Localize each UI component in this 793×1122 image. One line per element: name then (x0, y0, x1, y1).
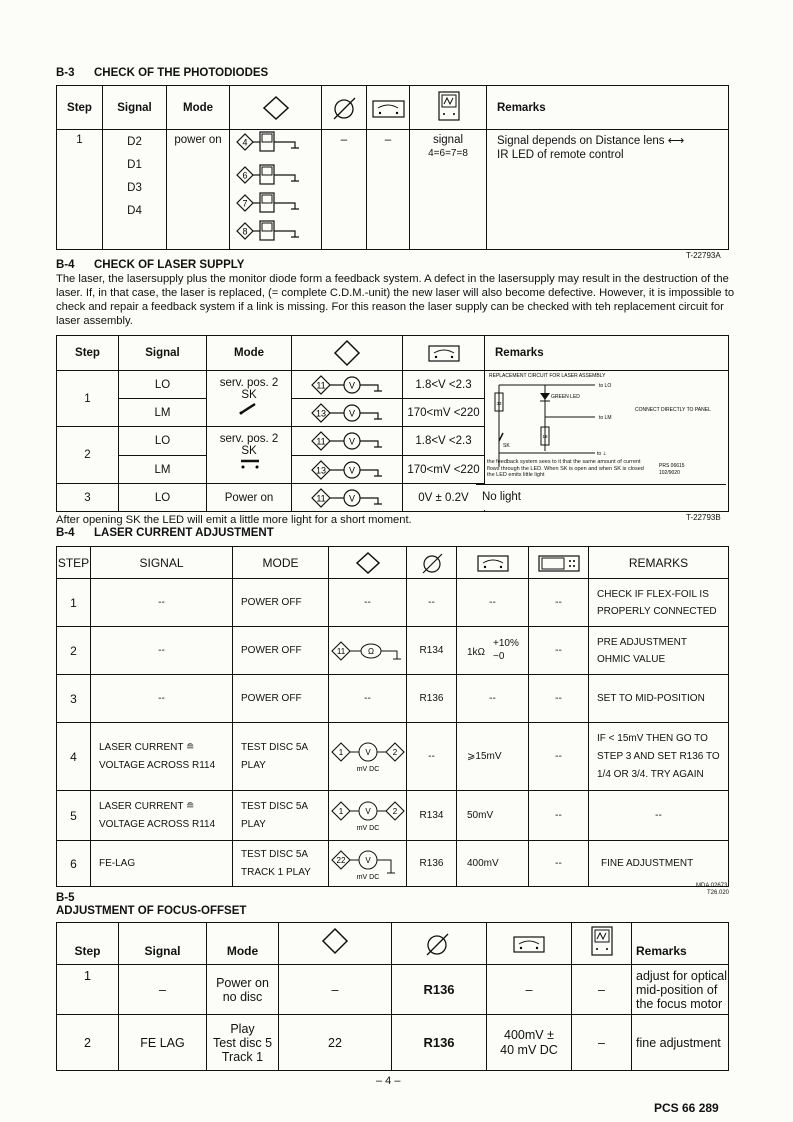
b4b-row5-meter-unit: mV DC (356, 824, 380, 832)
b4b-row5-signal-line: LASER CURRENT ≘ (99, 800, 195, 812)
b4b-row5-probe (329, 791, 407, 841)
b4b-row3-value: -- (457, 675, 529, 723)
b4-row1-probe-b (292, 399, 403, 427)
b4-row1-signal-a: LO (119, 371, 207, 399)
circuit-sk: SK (503, 443, 510, 449)
b4-row1-probe-label-b: 13 (315, 408, 327, 418)
b3-scope (410, 130, 487, 250)
multimeter-icon (457, 549, 529, 577)
circuit-r2: 18 (542, 434, 548, 439)
b3-remarks (487, 130, 729, 250)
voltmeter-probe-icon (292, 402, 403, 424)
b4b-row6-signal: FE-LAG (91, 841, 233, 887)
b4b-row4-mode-line: PLAY (241, 759, 266, 771)
b4-row3-remark: No light (476, 484, 726, 510)
b4-row2-mode (207, 427, 292, 484)
b4-row2-mode-a: serv. pos. 2 (219, 433, 279, 445)
b4b-row4-step: 4 (57, 723, 91, 791)
b4b-row4-trim: -- (407, 723, 457, 791)
b4b-row6-mode-line: TEST DISC 5A (241, 848, 309, 860)
b3-probe-label-6: 6 (242, 170, 248, 181)
b4-row2-signal-b: LM (119, 456, 207, 484)
b4b-row3-signal: -- (91, 675, 233, 723)
b4-ref: T-22793B (686, 513, 721, 522)
b4b-row5-trim: R134 (407, 791, 457, 841)
b3-header-probe (230, 86, 322, 130)
b5-row2-mode-line: Track 1 (221, 1049, 264, 1064)
b4b-row4-probe-unit: V (365, 747, 371, 757)
b4b-row5-value: 50mV (457, 791, 529, 841)
b5-row2-value-line: 400mV ± (504, 1027, 554, 1042)
oscilloscope-icon (529, 549, 589, 577)
voltmeter-probe-icon (292, 374, 403, 396)
b4-row3-signal: LO (119, 484, 207, 512)
b4-row2-probe-label-a: 11 (316, 436, 326, 447)
b4b-row4-mode (233, 723, 329, 791)
circuit-part1: PRS 06615 (659, 463, 685, 469)
b4-row1-probe-label-a: 11 (316, 380, 326, 390)
b4-row2-probe-a (292, 427, 403, 456)
b3-probe-cell (230, 130, 322, 250)
b5-row1-mode (207, 965, 279, 1015)
b4-row1-mode-b: SK (241, 389, 257, 401)
trimmer-icon (407, 549, 457, 577)
b4-row3-mode: Power on (207, 484, 292, 512)
b5-row1-scope: – (572, 965, 632, 1015)
b5-row2-step: 2 (57, 1015, 119, 1071)
b4b-row5-probe-right: 2 (392, 806, 398, 816)
diamond-probe-icon (329, 549, 407, 577)
b5-header-step: Step (57, 923, 119, 965)
b4b-ref1: MDA 02673 (696, 883, 728, 889)
b4b-row2-step: 2 (57, 627, 91, 675)
b4b-row6-probe-label: 22 (336, 855, 346, 865)
b4b-header-mode: MODE (233, 547, 329, 579)
b4b-row2-trim: R134 (407, 627, 457, 675)
b5-row2-value-line: 40 mV DC (500, 1042, 558, 1057)
b4b-row2-signal: -- (91, 627, 233, 675)
b5-header-signal: Signal (119, 923, 207, 965)
b4-row2-signal-a: LO (119, 427, 207, 456)
switch-open-icon (207, 457, 292, 471)
b4b-row4-mode-line: TEST DISC 5A (241, 741, 309, 753)
b4b-row1-meter: -- (329, 579, 407, 627)
ohmmeter-probe-icon (329, 638, 407, 664)
b4b-row5-mode (233, 791, 329, 841)
b4b-row1-remarks (589, 579, 729, 627)
b4b-row1-mode: POWER OFF (233, 579, 329, 627)
b5-header-trimmer (392, 923, 487, 965)
b5-row1-mode-line: no disc (222, 989, 263, 1004)
circuit-part2: 102/9020 (659, 470, 680, 476)
b5-row1-remarks (632, 965, 729, 1015)
b4b-row2-probe-label: 11 (336, 646, 346, 656)
circuit-note: the feedback system sees to it that the same amount of current flows through the LED. When SK is open and when SK is closed the LED emits little light (487, 459, 644, 478)
b4b-row5-remarks: -- (589, 791, 729, 841)
b4-step-2: 2 (57, 427, 119, 484)
multimeter-icon (403, 337, 485, 369)
b3-probe-connections (230, 130, 322, 248)
circuit-connect: CONNECT DIRECTLY TO PANEL (635, 407, 711, 413)
b4b-row2-value-plus: +10% (493, 637, 519, 649)
b4b-row3-mode: POWER OFF (233, 675, 329, 723)
b4b-row2-value (457, 627, 529, 675)
document-code: PCS 66 289 (654, 1101, 719, 1115)
b5-row1-mode-line: Power on (216, 975, 269, 990)
b4-row2-probe-label-b: 13 (315, 465, 327, 475)
b4b-row3-step: 3 (57, 675, 91, 723)
b4b-header-trimmer (407, 547, 457, 579)
b4b-row1-signal: -- (91, 579, 233, 627)
b4-row1-signal-b: LM (119, 399, 207, 427)
b4-header-step: Step (57, 336, 119, 371)
b5-row2-signal: FE LAG (119, 1015, 207, 1071)
b5-row1-step: 1 (57, 965, 119, 1015)
voltmeter-probe-icon (292, 430, 403, 452)
b4b-number: B-4 (56, 527, 75, 539)
b4b-row2-remark-line: OHMIC VALUE (597, 653, 666, 665)
b5-row2-scope: – (572, 1015, 632, 1071)
b4-header-remarks: Remarks (485, 336, 729, 371)
b4b-row1-trim: -- (407, 579, 457, 627)
b3-probe-row (237, 165, 299, 184)
b3-title: CHECK OF THE PHOTODIODES (94, 67, 269, 79)
b3-probe-row (237, 193, 299, 212)
svg-text:V: V (348, 436, 356, 447)
b5-row1-trim: R136 (392, 965, 487, 1015)
b5-row1-remark-line: the focus motor (636, 996, 723, 1011)
b4b-row5-mode-line: PLAY (241, 818, 266, 830)
voltmeter-probe-icon (329, 845, 407, 883)
b3-header-step: Step (57, 86, 103, 130)
trimmer-icon (322, 88, 367, 128)
switch-closed-icon (207, 401, 292, 415)
b5-header-probe (279, 923, 392, 965)
b4-row3-probe-label: 11 (316, 493, 326, 503)
b3-step: 1 (57, 130, 103, 250)
b4b-row1-remark-line: CHECK IF FLEX-FOIL IS (597, 588, 709, 600)
b3-remarks-line2: IR LED of remote control (497, 149, 624, 161)
svg-text:V: V (348, 465, 356, 475)
b4-row1-mode-a: serv. pos. 2 (219, 377, 279, 389)
b5-row2-mode (207, 1015, 279, 1071)
page-number: – 4 – (376, 1075, 401, 1087)
circuit-title: REPLACEMENT CIRCUIT FOR LASER ASSEMBLY (489, 373, 606, 379)
b3-mode: power on (167, 130, 230, 250)
oscilloscope-icon (572, 925, 632, 963)
b4-row2-probe-b (292, 456, 403, 484)
b5-title: ADJUSTMENT OF FOCUS-OFFSET (56, 905, 247, 917)
b4-row1-probe-a (292, 371, 403, 399)
circuit-to-lm: to LM (599, 415, 612, 421)
b4b-row3-remarks: SET TO MID-POSITION (589, 675, 729, 723)
b3-signal-d1: D1 (127, 159, 142, 171)
b5-row1-remark-line: mid-position of (636, 982, 718, 997)
voltmeter-probe-icon (292, 487, 403, 509)
b4b-row1-scope: -- (529, 579, 589, 627)
b3-meter1: – (322, 130, 367, 250)
b3-signals (103, 130, 167, 250)
b4b-row6-mode-line: TRACK 1 PLAY (241, 866, 311, 878)
b4b-row4-signal (91, 723, 233, 791)
b5-row2-probe: 22 (279, 1015, 392, 1071)
b4-footnote: After opening SK the LED will emit a little more light for a short moment. (56, 514, 412, 526)
b3-ref: T-22793A (686, 251, 721, 260)
b4b-row2-value-main: 1kΩ (467, 646, 486, 658)
b4b-row6-probe (329, 841, 407, 887)
b3-probe-label-7: 7 (242, 198, 248, 209)
b4b-row4-value: ⩾15mV (457, 723, 529, 791)
multimeter-icon (487, 925, 572, 963)
b3-signal-d2: D2 (127, 136, 142, 148)
differential-voltmeter-icon (329, 739, 407, 775)
b4-step-3: 3 (57, 484, 119, 512)
b5-row1-value: – (487, 965, 572, 1015)
b4b-header-probe (329, 547, 407, 579)
b4b-row4-meter-unit: mV DC (356, 765, 380, 773)
b4b-header-oscilloscope (529, 547, 589, 579)
b4-paragraph: The laser, the lasersupply plus the monitor diode form a feedback system. A defect in the lasersupply may result in the destruction of the laser. If, in that case, the laser is replaced, (= complete C.D.M.-unit) the new laser will also become defective. However, it is impossible to check and repair a feedback system if a link is missing. For this reason the laser supply can be checked with teh replacement circuit for laser assembly. (56, 273, 735, 327)
b4-row3-probe (292, 484, 403, 512)
b4b-row4-remark-line: STEP 3 AND SET R136 TO (597, 750, 720, 762)
differential-voltmeter-icon (329, 798, 407, 834)
b4b-row5-probe-unit: V (365, 806, 371, 816)
b4b-row4-remark-line: 1/4 OR 3/4. TRY AGAIN (597, 768, 704, 780)
diamond-probe-icon (292, 337, 403, 369)
circuit-to-ground: to ⊥ (597, 451, 607, 457)
b4b-row5-step: 5 (57, 791, 91, 841)
b4b-row5-signal (91, 791, 233, 841)
b4b-row2-scope: -- (529, 627, 589, 675)
b4b-header-signal: SIGNAL (91, 547, 233, 579)
diamond-probe-icon (230, 88, 322, 128)
svg-text:V: V (348, 408, 356, 418)
svg-text:V: V (348, 380, 356, 390)
b4b-row5-mode-line: TEST DISC 5A (241, 800, 309, 812)
b4b-row1-step: 1 (57, 579, 91, 627)
b3-header-trimmer (322, 86, 367, 130)
b3-heading (56, 67, 268, 79)
b3-remarks-line1: Signal depends on Distance lens ⟷ (497, 135, 685, 147)
b4-row2-value-b: 170<mV <220 (403, 456, 485, 484)
b5-row1-probe: – (279, 965, 392, 1015)
b3-probe-row (237, 132, 299, 151)
b3-meter2: – (367, 130, 410, 250)
b4-header-probe (292, 336, 403, 371)
voltmeter-probe-icon (292, 459, 403, 481)
b5-row2-value (487, 1015, 572, 1071)
b5-row2-remarks: fine adjustment (632, 1015, 729, 1071)
b4b-row5-scope: -- (529, 791, 589, 841)
b5-row2-trim: R136 (392, 1015, 487, 1071)
b3-table (56, 85, 729, 250)
b4-header-mode: Mode (207, 336, 292, 371)
b5-header-mode: Mode (207, 923, 279, 965)
svg-text:V: V (348, 493, 356, 503)
b4-row1-value-b: 170<mV <220 (403, 399, 485, 427)
b3-signal-d3: D3 (127, 182, 142, 194)
multimeter-icon (367, 88, 410, 128)
b4b-row4-remarks (589, 723, 729, 791)
b4b-row6-scope: -- (529, 841, 589, 887)
b4b-title: LASER CURRENT ADJUSTMENT (94, 527, 274, 539)
b4b-row6-value: 400mV (457, 841, 529, 887)
b5-row2-mode-line: Test disc 5 (212, 1035, 273, 1050)
b4b-row6-meter-unit: mV DC (356, 873, 380, 881)
b4b-row2-remarks (589, 627, 729, 675)
b4-row3-value: 0V ± 0.2V (403, 484, 485, 512)
b4b-row6-remarks: FINE ADJUSTMENT (589, 841, 729, 887)
b3-header-signal: Signal (103, 86, 167, 130)
b4-header-signal: Signal (119, 336, 207, 371)
b4-title: CHECK OF LASER SUPPLY (94, 259, 245, 271)
b3-header-remarks: Remarks (487, 86, 729, 130)
b3-number: B-3 (56, 67, 75, 79)
b3-scope-text2: 4=6=7=8 (428, 148, 468, 159)
b4b-row2-remark-line: PRE ADJUSTMENT (597, 636, 688, 648)
b5-header-oscilloscope (572, 923, 632, 965)
b3-header-multimeter (367, 86, 410, 130)
b4b-row4-signal-line: VOLTAGE ACROSS R114 (99, 759, 216, 771)
b4b-row4-signal-line: LASER CURRENT ≘ (99, 741, 195, 753)
b4b-ref2: T26.020 (707, 890, 730, 896)
b4-number: B-4 (56, 259, 75, 271)
b4b-row2-probe-unit: Ω (368, 646, 374, 656)
b4b-row3-meter: -- (329, 675, 407, 723)
b4b-row4-remark-line: IF < 15mV THEN GO TO (597, 732, 708, 744)
b4-step-1: 1 (57, 371, 119, 427)
b4b-row5-signal-line: VOLTAGE ACROSS R114 (99, 818, 216, 830)
b4b-row4-probe-right: 2 (392, 747, 398, 757)
b4b-row6-mode (233, 841, 329, 887)
b4b-row6-probe-unit: V (365, 855, 371, 865)
b3-scope-text1: signal (432, 134, 464, 146)
b4b-row4-probe (329, 723, 407, 791)
circuit-green-led: GREEN LED (551, 394, 580, 400)
b4-row1-mode (207, 371, 292, 427)
b5-table (56, 922, 729, 1071)
b5-header-remarks: Remarks (632, 923, 729, 965)
b4-header-multimeter (403, 336, 485, 371)
b4b-row2-value-minus: −0 (493, 650, 505, 662)
b5-header-multimeter (487, 923, 572, 965)
b4b-heading (56, 527, 274, 539)
b4-row2-mode-b: SK (241, 445, 257, 457)
b4b-row4-probe-left: 1 (338, 747, 344, 757)
b4-row2-value-a: 1.8<V <2.3 (403, 427, 485, 456)
b3-probe-label-8: 8 (242, 226, 248, 237)
b4b-row1-remark-line: PROPERLY CONNECTED (597, 605, 717, 617)
b4b-table (56, 546, 729, 887)
b4-heading (56, 259, 244, 271)
b4b-row3-scope: -- (529, 675, 589, 723)
circuit-to-lo: to LO (599, 383, 612, 389)
b3-header-oscilloscope (410, 86, 487, 130)
b4b-row1-value: -- (457, 579, 529, 627)
b4b-row2-probe (329, 627, 407, 675)
b4b-header-remarks: REMARKS (589, 547, 729, 579)
b4b-row5-probe-left: 1 (338, 806, 344, 816)
b4b-header-multimeter (457, 547, 529, 579)
b4b-header-step: STEP (57, 547, 91, 579)
b5-row1-signal: – (119, 965, 207, 1015)
b3-probe-label-4: 4 (242, 137, 248, 148)
oscilloscope-icon (410, 88, 487, 128)
b4b-row6-step: 6 (57, 841, 91, 887)
diamond-probe-icon (279, 925, 392, 963)
b3-signal-d4: D4 (127, 205, 142, 217)
b4b-row4-scope: -- (529, 723, 589, 791)
b4b-row3-trim: R136 (407, 675, 457, 723)
b3-probe-row (237, 221, 299, 240)
b4-row1-value-a: 1.8<V <2.3 (403, 371, 485, 399)
b3-header-mode: Mode (167, 86, 230, 130)
b4b-row6-trim: R136 (407, 841, 457, 887)
b5-row2-mode-line: Play (230, 1021, 255, 1036)
b4b-row2-mode: POWER OFF (233, 627, 329, 675)
trimmer-icon (392, 925, 487, 963)
b5-row1-remark-line: adjust for optical (636, 968, 728, 983)
circuit-r1: 33 (496, 401, 502, 406)
b5-number: B-5 (56, 892, 75, 904)
